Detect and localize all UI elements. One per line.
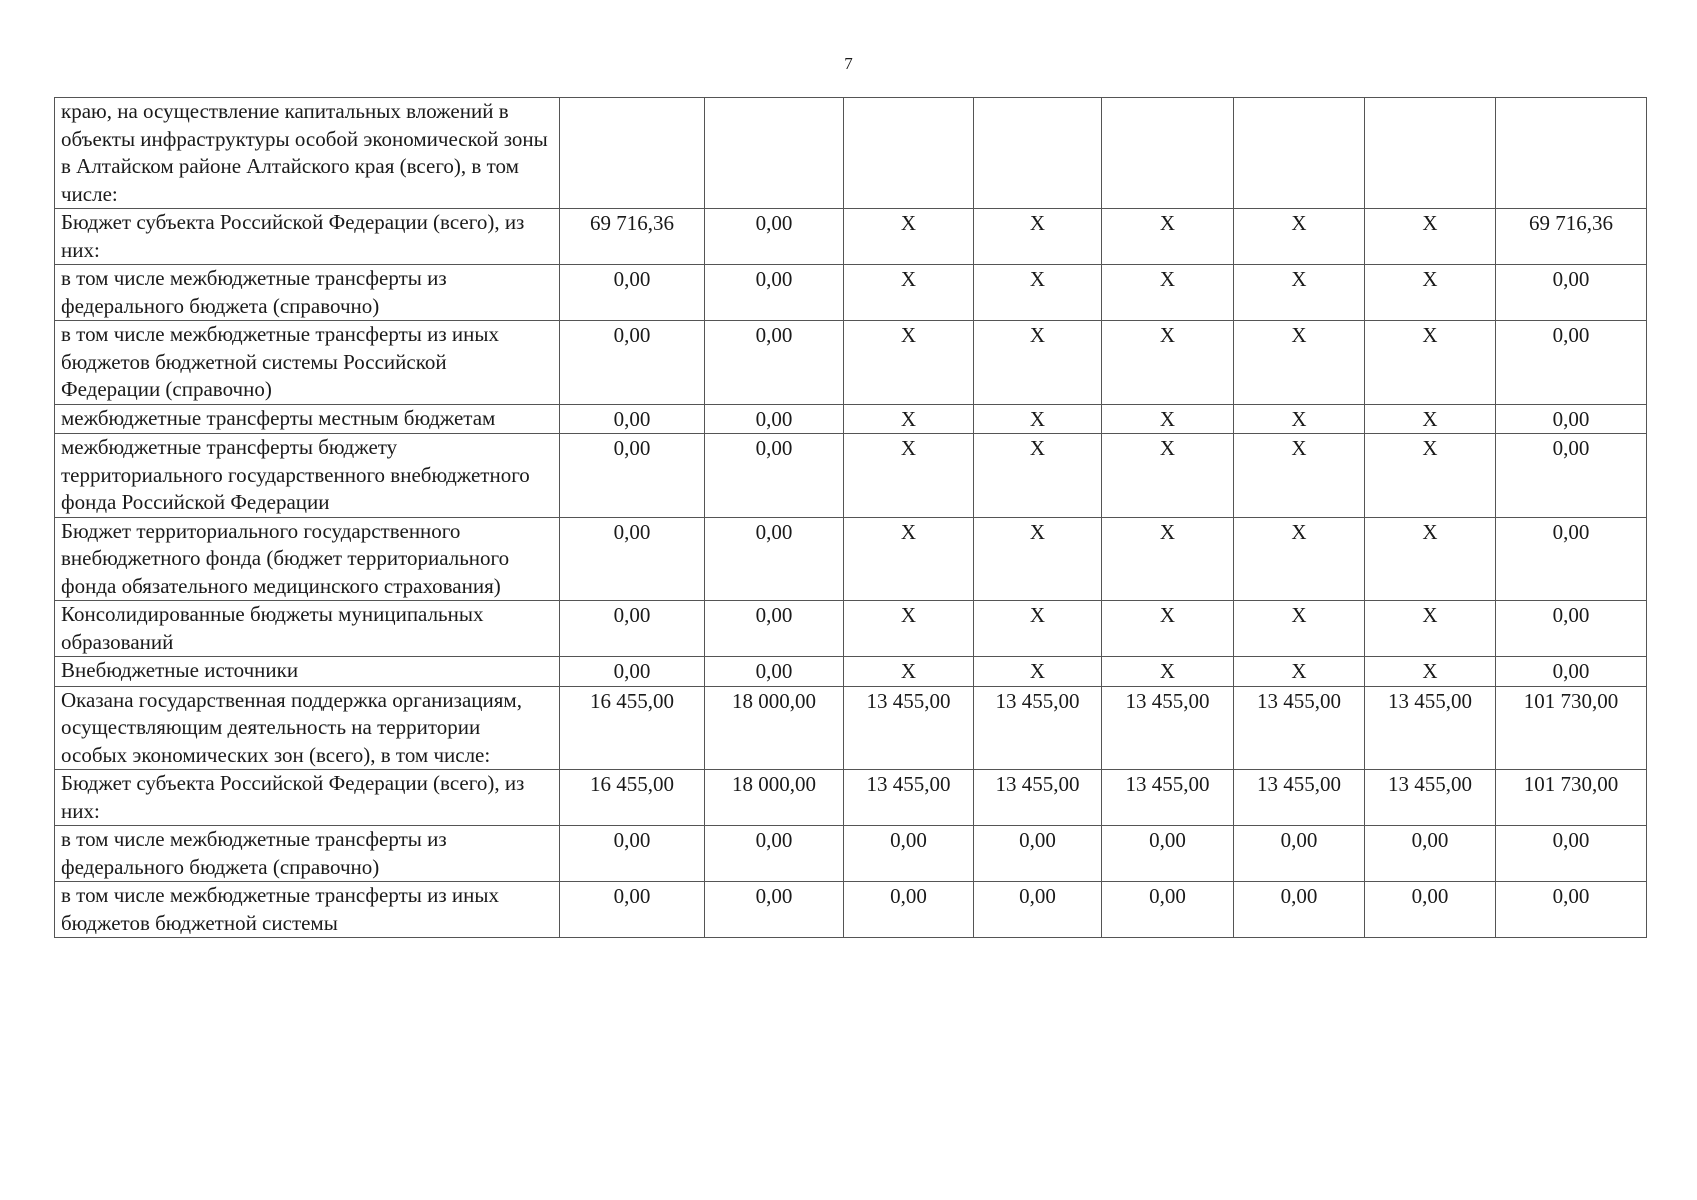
value-cell: X (1234, 321, 1365, 405)
value-cell: 0,00 (705, 209, 844, 265)
value-cell: X (1234, 404, 1365, 434)
value-cell: X (974, 601, 1102, 657)
value-cell: X (844, 209, 974, 265)
value-cell: X (844, 657, 974, 687)
value-cell: X (1102, 517, 1234, 601)
table-row (55, 826, 1647, 882)
value-cell: 0,00 (705, 404, 844, 434)
value-cell: 0,00 (1496, 265, 1647, 321)
value-cell: 0,00 (560, 517, 705, 601)
value-cell: X (974, 265, 1102, 321)
value-cell: X (1102, 657, 1234, 687)
value-cell: 0,00 (1496, 826, 1647, 882)
table-row (55, 321, 1647, 405)
value-cell (1496, 98, 1647, 209)
value-cell: 13 455,00 (1365, 770, 1496, 826)
value-cell: X (1102, 265, 1234, 321)
value-cell: X (974, 517, 1102, 601)
value-cell: 0,00 (1496, 434, 1647, 518)
value-cell: X (1234, 265, 1365, 321)
table-row (55, 601, 1647, 657)
value-cell (1102, 98, 1234, 209)
value-cell: 69 716,36 (560, 209, 705, 265)
row-label: Бюджет субъекта Российской Федерации (всего), из них: (55, 209, 560, 265)
value-cell: 13 455,00 (1102, 686, 1234, 770)
table-row (55, 434, 1647, 518)
table-row (55, 404, 1647, 434)
value-cell: X (1365, 434, 1496, 518)
value-cell: 0,00 (1234, 826, 1365, 882)
row-label: в том числе межбюджетные трансферты из иных бюджетов бюджетной системы Российской Федерации (справочно) (55, 321, 560, 405)
value-cell: 0,00 (560, 434, 705, 518)
value-cell: X (844, 517, 974, 601)
value-cell (1234, 98, 1365, 209)
value-cell: X (1102, 601, 1234, 657)
value-cell: X (1365, 517, 1496, 601)
value-cell (844, 98, 974, 209)
value-cell: 0,00 (560, 321, 705, 405)
table-body (55, 98, 1647, 938)
value-cell: 0,00 (560, 882, 705, 938)
row-label: в том числе межбюджетные трансферты из федерального бюджета (справочно) (55, 265, 560, 321)
row-label: межбюджетные трансферты бюджету территориального государственного внебюджетного фонда Российской Федерации (55, 434, 560, 518)
value-cell: 18 000,00 (705, 686, 844, 770)
table-row (55, 209, 1647, 265)
value-cell: X (1102, 434, 1234, 518)
value-cell: X (1234, 601, 1365, 657)
value-cell: 0,00 (705, 657, 844, 687)
row-label: межбюджетные трансферты местным бюджетам (55, 404, 560, 434)
table-row (55, 98, 1647, 209)
value-cell: X (974, 404, 1102, 434)
row-label: краю, на осуществление капитальных вложений в объекты инфраструктуры особой экономической зоны в Алтайском районе Алтайского края (всего), в том числе: (55, 98, 560, 209)
value-cell: 13 455,00 (1234, 686, 1365, 770)
value-cell: X (1365, 321, 1496, 405)
value-cell: 0,00 (705, 265, 844, 321)
value-cell: 0,00 (1496, 404, 1647, 434)
value-cell: 0,00 (560, 265, 705, 321)
value-cell: X (844, 434, 974, 518)
value-cell: X (1234, 517, 1365, 601)
row-label: Бюджет субъекта Российской Федерации (всего), из них: (55, 770, 560, 826)
value-cell: 0,00 (1496, 321, 1647, 405)
table-row (55, 686, 1647, 770)
value-cell: X (844, 265, 974, 321)
value-cell: X (974, 209, 1102, 265)
value-cell: 16 455,00 (560, 686, 705, 770)
value-cell: 0,00 (705, 882, 844, 938)
table-row (55, 882, 1647, 938)
page-number: 7 (844, 54, 853, 73)
value-cell: 0,00 (705, 826, 844, 882)
value-cell: X (1365, 404, 1496, 434)
value-cell: 0,00 (1496, 517, 1647, 601)
value-cell: X (844, 321, 974, 405)
value-cell: 0,00 (705, 517, 844, 601)
row-label: Бюджет территориального государственного внебюджетного фонда (бюджет территориального фонда обязательного медицинского страхования) (55, 517, 560, 601)
value-cell (560, 98, 705, 209)
value-cell: X (1234, 434, 1365, 518)
value-cell (705, 98, 844, 209)
value-cell: 13 455,00 (1234, 770, 1365, 826)
value-cell: 13 455,00 (844, 686, 974, 770)
value-cell: X (1365, 209, 1496, 265)
value-cell (974, 98, 1102, 209)
budget-table (54, 97, 1647, 938)
value-cell: X (1102, 321, 1234, 405)
value-cell: X (1365, 265, 1496, 321)
value-cell: X (974, 321, 1102, 405)
value-cell (1365, 98, 1496, 209)
table-row (55, 770, 1647, 826)
value-cell: 0,00 (1496, 657, 1647, 687)
value-cell: 0,00 (844, 882, 974, 938)
value-cell: X (974, 434, 1102, 518)
value-cell: X (844, 404, 974, 434)
value-cell: 13 455,00 (844, 770, 974, 826)
value-cell: 0,00 (1365, 882, 1496, 938)
value-cell: 0,00 (1496, 882, 1647, 938)
value-cell: 13 455,00 (974, 686, 1102, 770)
value-cell: 16 455,00 (560, 770, 705, 826)
value-cell: X (1102, 209, 1234, 265)
value-cell: 13 455,00 (1365, 686, 1496, 770)
value-cell: 0,00 (1365, 826, 1496, 882)
value-cell: 0,00 (705, 321, 844, 405)
row-label: в том числе межбюджетные трансферты из иных бюджетов бюджетной системы (55, 882, 560, 938)
value-cell: 13 455,00 (1102, 770, 1234, 826)
table-row (55, 517, 1647, 601)
row-label: Внебюджетные источники (55, 657, 560, 687)
value-cell: X (974, 657, 1102, 687)
value-cell: X (1365, 601, 1496, 657)
value-cell: 0,00 (974, 826, 1102, 882)
value-cell: X (1234, 657, 1365, 687)
value-cell: 0,00 (560, 826, 705, 882)
value-cell: 0,00 (1102, 826, 1234, 882)
value-cell: 0,00 (560, 657, 705, 687)
value-cell: 101 730,00 (1496, 770, 1647, 826)
value-cell: X (844, 601, 974, 657)
value-cell: 0,00 (560, 601, 705, 657)
value-cell: 13 455,00 (974, 770, 1102, 826)
table-row (55, 265, 1647, 321)
value-cell: 0,00 (560, 404, 705, 434)
value-cell: 0,00 (1496, 601, 1647, 657)
value-cell: X (1234, 209, 1365, 265)
row-label: в том числе межбюджетные трансферты из федерального бюджета (справочно) (55, 826, 560, 882)
row-label: Консолидированные бюджеты муниципальных образований (55, 601, 560, 657)
value-cell: X (1365, 657, 1496, 687)
value-cell: 0,00 (1234, 882, 1365, 938)
value-cell: 0,00 (974, 882, 1102, 938)
row-label: Оказана государственная поддержка организациям, осуществляющим деятельность на территории особых экономических зон (всего), в том числе: (55, 686, 560, 770)
value-cell: 0,00 (705, 601, 844, 657)
value-cell: 0,00 (705, 434, 844, 518)
table-row (55, 657, 1647, 687)
value-cell: 69 716,36 (1496, 209, 1647, 265)
value-cell: 101 730,00 (1496, 686, 1647, 770)
value-cell: 18 000,00 (705, 770, 844, 826)
value-cell: X (1102, 404, 1234, 434)
value-cell: 0,00 (1102, 882, 1234, 938)
value-cell: 0,00 (844, 826, 974, 882)
